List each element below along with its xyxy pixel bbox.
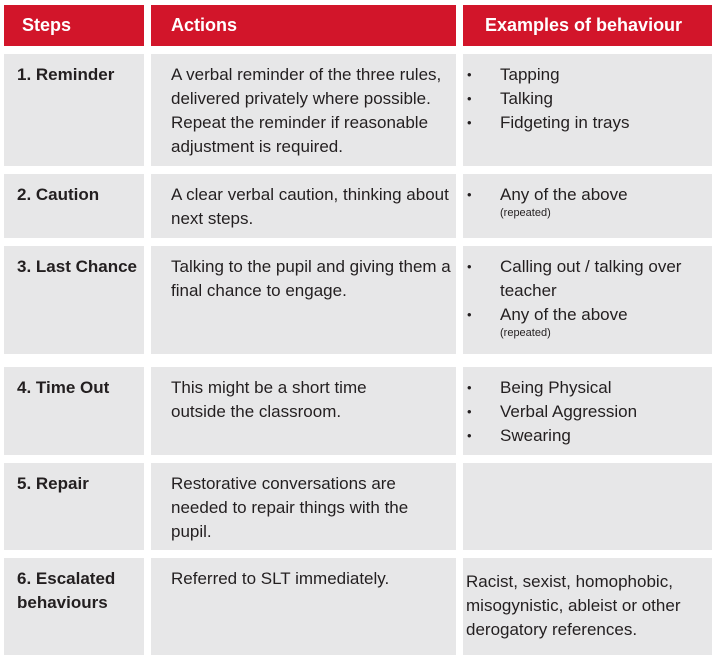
table-row-escalated <box>4 558 712 655</box>
example-note: (repeated) <box>500 327 551 339</box>
examples-text: Racist, sexist, homophobic, misogynistic, ableist or other derogatory references. <box>466 572 681 639</box>
action-cell: This might be a short time outside the classroom. <box>151 367 456 455</box>
action-cell: Referred to SLT immediately. <box>151 558 456 655</box>
header-steps: Steps <box>4 5 144 46</box>
step-cell: 1. Reminder <box>4 54 144 166</box>
example-item: • Any of the above (repeated) <box>463 303 682 340</box>
examples-cell <box>463 246 712 354</box>
example-item: • Talking <box>463 87 712 111</box>
example-item: • Being Physical <box>463 376 712 400</box>
table-row-reminder <box>4 54 712 166</box>
example-item: • Any of the above (repeated) <box>463 183 712 220</box>
example-item: • Calling out / talking over teacher <box>463 255 682 303</box>
table-row-caution <box>4 174 712 238</box>
step-cell: 4. Time Out <box>4 367 144 455</box>
examples-cell <box>463 558 712 655</box>
examples-cell <box>463 463 712 550</box>
action-cell: Talking to the pupil and giving them a final chance to engage. <box>151 246 456 354</box>
example-note: (repeated) <box>500 207 551 219</box>
example-item: • Fidgeting in trays <box>463 111 712 135</box>
example-item: • Verbal Aggression <box>463 400 712 424</box>
action-cell: A clear verbal caution, thinking about next steps. <box>151 174 456 238</box>
header-examples: Examples of behaviour <box>463 5 712 46</box>
action-cell: A verbal reminder of the three rules, delivered privately where possible. Repeat the reminder if reasonable adjustment is required. <box>151 54 456 166</box>
header-actions: Actions <box>151 5 456 46</box>
example-item: • Swearing <box>463 424 712 448</box>
step-cell: 5. Repair <box>4 463 144 550</box>
example-item: • Tapping <box>463 63 712 87</box>
action-cell: Restorative conversations are needed to repair things with the pupil. <box>151 463 456 550</box>
table-row-repair <box>4 463 712 550</box>
step-cell: 2. Caution <box>4 174 144 238</box>
table-row-last-chance <box>4 246 712 354</box>
table-row-time-out <box>4 367 712 455</box>
step-cell: 3. Last Chance <box>4 246 144 354</box>
examples-cell <box>463 367 712 455</box>
examples-cell <box>463 54 712 166</box>
step-cell: 6. Escalated behaviours <box>4 558 144 655</box>
examples-cell <box>463 174 712 238</box>
